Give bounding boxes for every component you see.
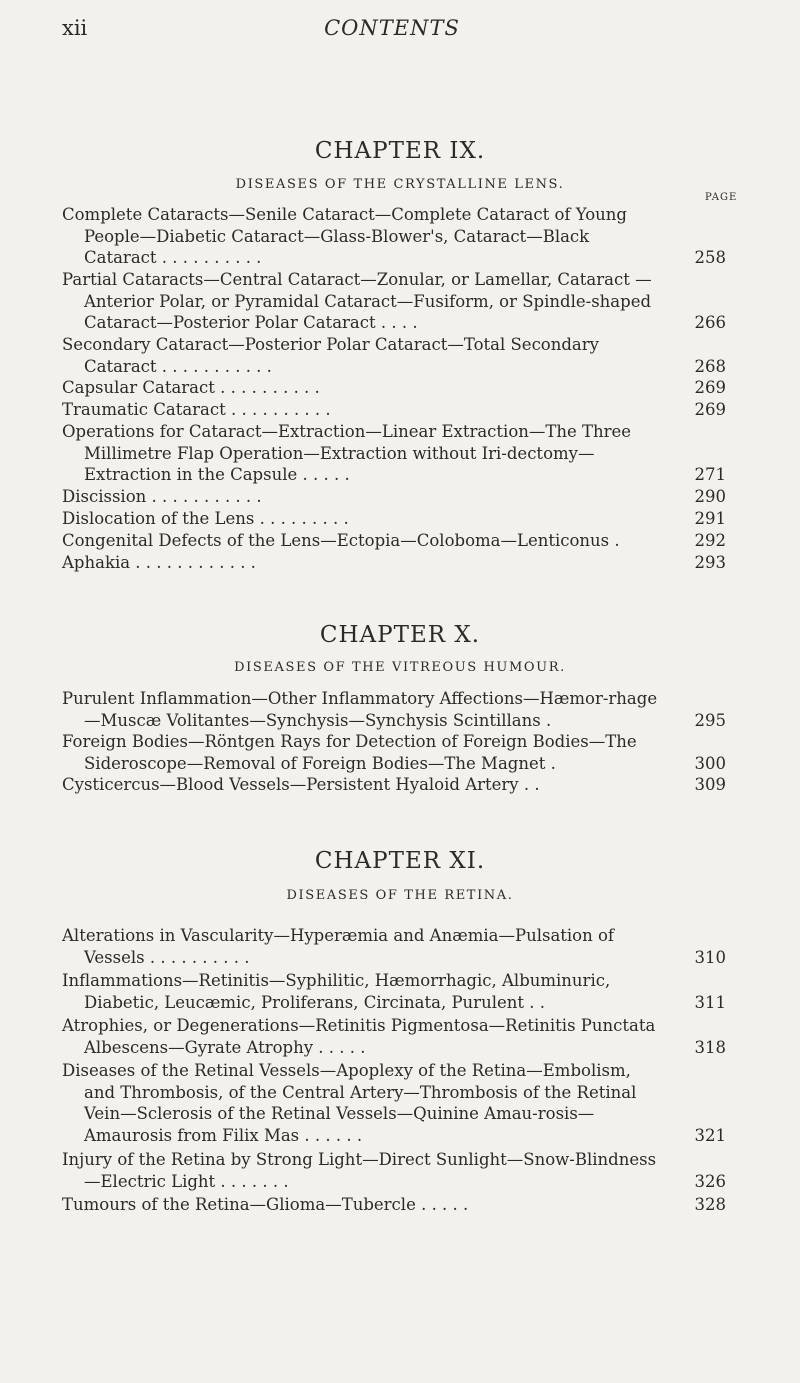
chapter-title: CHAPTER X.: [319, 622, 481, 648]
toc-entry-page: 290: [694, 487, 726, 506]
chapter-subtitle: DISEASES OF THE VITREOUS HUMOUR.: [234, 660, 566, 675]
chapter-title: CHAPTER XI.: [314, 848, 486, 874]
toc-entry-text: Traumatic Cataract . . . . . . . . . .: [62, 400, 331, 419]
toc-entry-page: 300: [694, 753, 726, 773]
toc-entry-text: Alterations in Vascularity—Hyperæmia and Anæmia—Pulsation of Vessels . . . . . . . . . .: [62, 926, 615, 967]
chapter-title: CHAPTER IX.: [314, 138, 486, 164]
toc-entry[interactable]: [62, 688, 726, 731]
toc-entry-page: 326: [694, 1171, 726, 1191]
toc-entry-text: Injury of the Retina by Strong Light—Direct Sunlight—Snow-Blindness—Electric Light . . . . . . .: [62, 1150, 657, 1191]
toc-entry-page: 321: [694, 1125, 726, 1145]
toc-entry[interactable]: [62, 269, 726, 334]
toc-entry[interactable]: [62, 1060, 726, 1146]
toc-entry-text: Operations for Cataract—Extraction—Linear Extraction—The Three Millimetre Flap Operation—Extraction without Iri-dectomy—Extraction in the Capsule . . . . .: [62, 422, 632, 484]
toc-entry[interactable]: [62, 1194, 726, 1216]
toc-entry-text: Foreign Bodies—Röntgen Rays for Detection of Foreign Bodies—The Sideroscope—Removal of Foreign Bodies—The Magnet .: [62, 732, 637, 773]
toc-entry[interactable]: [62, 925, 726, 968]
toc-entry[interactable]: [62, 970, 726, 1013]
toc-entry-page: 311: [694, 992, 726, 1012]
toc-entry[interactable]: [62, 421, 726, 486]
toc-entry[interactable]: [62, 1149, 726, 1192]
toc-entry-page: 310: [694, 947, 726, 967]
page-header: [62, 16, 722, 46]
toc-entry-text: Secondary Cataract—Posterior Polar Cataract—Total Secondary Cataract . . . . . . . . . . .: [62, 335, 599, 376]
toc-entry[interactable]: [62, 204, 726, 269]
toc-entry[interactable]: [62, 1015, 726, 1058]
toc-entry-page: 269: [694, 400, 726, 419]
toc-entry-text: Atrophies, or Degenerations—Retinitis Pigmentosa—Retinitis Punctata Albescens—Gyrate Atrophy . . . . .: [62, 1016, 656, 1057]
toc-entry[interactable]: [62, 530, 726, 552]
toc-entry-text: Diseases of the Retinal Vessels—Apoplexy of the Retina—Embolism, and Thrombosis, of the Central Artery—Thrombosis of the Retinal Vein—Sclerosis of the Retinal Vessels—Quinine Amau-rosis—Amaurosis from Filix Mas . . . . . .: [62, 1061, 637, 1145]
toc-entry-page: 309: [694, 775, 726, 794]
toc-entry-page: 293: [694, 553, 726, 572]
toc-entry-text: Cysticercus—Blood Vessels—Persistent Hyaloid Artery . .: [62, 775, 540, 794]
toc-entry-text: Inflammations—Retinitis—Syphilitic, Hæmorrhagic, Albuminuric, Diabetic, Leucæmic, Proliferans, Circinata, Purulent . .: [62, 971, 611, 1012]
toc-entry-text: Tumours of the Retina—Glioma—Tubercle . . . . .: [62, 1195, 469, 1214]
toc-entry-text: Partial Cataracts—Central Cataract—Zonular, or Lamellar, Cataract —Anterior Polar, or Pyramidal Cataract—Fusiform, or Spindle-shaped Cataract—Posterior Polar Cataract . . . .: [62, 270, 652, 332]
chapter-subtitle: DISEASES OF THE CRYSTALLINE LENS.: [235, 177, 565, 192]
toc-entry[interactable]: [62, 731, 726, 774]
toc-entry-text: Purulent Inflammation—Other Inflammatory Affections—Hæmor-rhage—Muscæ Volitantes—Synchysis—Synchysis Scintillans .: [62, 689, 658, 730]
toc-entry[interactable]: [62, 377, 726, 399]
toc-entry-page: 318: [694, 1037, 726, 1057]
toc-entry-page: 328: [694, 1195, 726, 1214]
toc-entry[interactable]: [62, 552, 726, 574]
toc-entry-text: Congenital Defects of the Lens—Ectopia—Coloboma—Lenticonus .: [62, 531, 620, 550]
toc-entry[interactable]: [62, 399, 726, 421]
toc-entry-page: 271: [694, 465, 726, 484]
toc-entry[interactable]: [62, 774, 726, 796]
page-column-label: PAGE: [705, 192, 738, 203]
toc-entry-text: Discission . . . . . . . . . . .: [62, 487, 262, 506]
page-number: xii: [62, 16, 88, 40]
toc-entry-page: 266: [694, 313, 726, 332]
toc-entry-text: Complete Cataracts—Senile Cataract—Complete Cataract of Young People—Diabetic Cataract—Glass-Blower's, Cataract—Black Cataract . . . . . . . . . .: [62, 205, 627, 267]
toc-entry-page: 295: [694, 710, 726, 730]
toc-entry-page: 268: [694, 356, 726, 376]
running-title: CONTENTS: [324, 16, 460, 40]
toc-entry-page: 291: [694, 509, 726, 528]
toc-entry[interactable]: [62, 508, 726, 530]
chapter-subtitle: DISEASES OF THE RETINA.: [286, 888, 514, 903]
toc-entry-page: 292: [694, 531, 726, 550]
toc-entry-text: Capsular Cataract . . . . . . . . . .: [62, 378, 320, 397]
toc-entry[interactable]: [62, 334, 726, 377]
toc-entry-text: Aphakia . . . . . . . . . . . .: [62, 553, 256, 572]
toc-entry-text: Dislocation of the Lens . . . . . . . . .: [62, 509, 349, 528]
toc-entry[interactable]: [62, 486, 726, 508]
toc-entry-page: 258: [694, 248, 726, 267]
toc-entry-page: 269: [694, 378, 726, 397]
